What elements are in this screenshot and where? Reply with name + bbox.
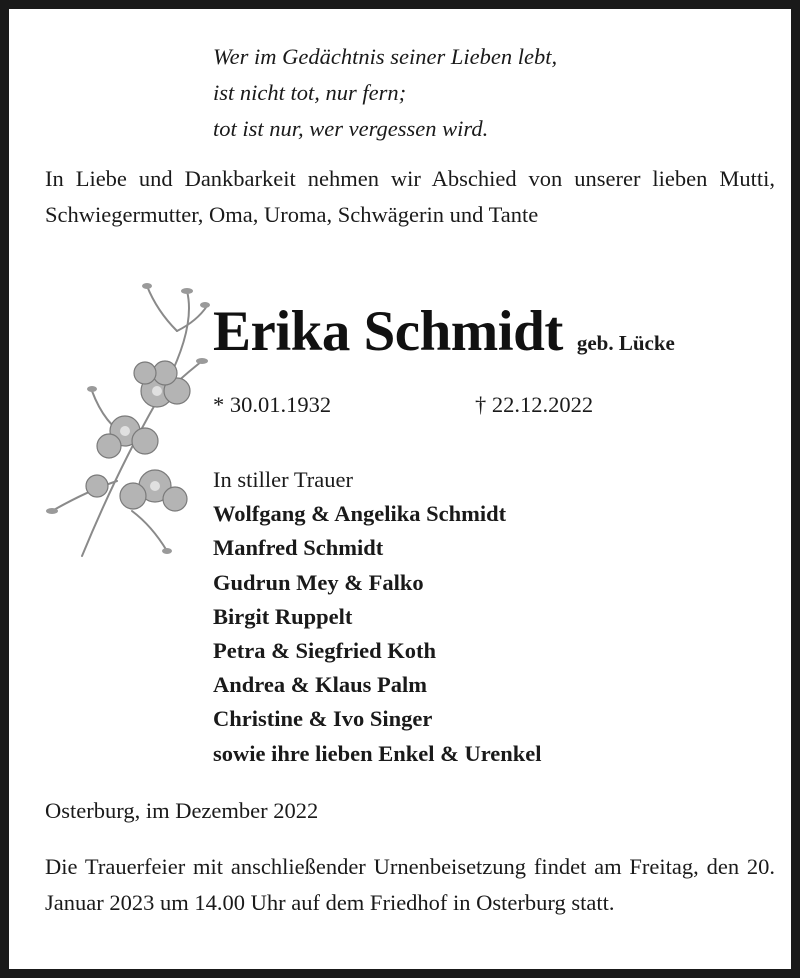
mourner-name: Manfred Schmidt	[213, 535, 384, 561]
birth-date: * 30.01.1932	[213, 392, 332, 417]
place-date: Osterburg, im Dezember 2022	[45, 798, 319, 823]
deceased-name: Erika Schmidt	[213, 300, 563, 363]
quote-line: ist nicht tot, nur fern;	[213, 80, 407, 105]
mourners-lead: In stiller Trauer	[213, 467, 353, 492]
deceased-heading	[213, 299, 675, 364]
maiden-name: geb. Lücke	[576, 331, 675, 355]
memorial-quote	[213, 39, 557, 147]
farewell-intro: In Liebe und Dankbarkeit nehmen wir Abschied von unserer lieben Mutti, Schwiegermutter, Oma, Uroma, Schwägerin und Tante	[45, 166, 775, 227]
mourner-name: Wolfgang & Angelika Schmidt	[213, 501, 507, 527]
funeral-announcement: Die Trauerfeier mit anschließender Urnenbeisetzung findet am Freitag, den 20. Januar 2023 um 14.00 Uhr auf dem Friedhof in Osterburg statt.	[45, 854, 775, 915]
death-date: † 22.12.2022	[475, 392, 594, 417]
mourner-name: Gudrun Mey & Falko	[213, 569, 424, 595]
mourner-name: Petra & Siegfried Koth	[213, 638, 437, 664]
mourner-name: Christine & Ivo Singer	[213, 706, 433, 732]
mourner-name: Andrea & Klaus Palm	[213, 672, 427, 698]
mourner-name: sowie ihre lieben Enkel & Urenkel	[213, 740, 542, 766]
mourners-block	[213, 463, 542, 771]
quote-line: tot ist nur, wer vergessen wird.	[213, 116, 489, 141]
quote-line: Wer im Gedächtnis seiner Lieben lebt,	[213, 44, 558, 69]
life-dates	[213, 387, 594, 423]
mourner-name: Birgit Ruppelt	[213, 603, 353, 629]
flower-spray-icon	[37, 271, 212, 561]
mourners-list	[213, 497, 542, 771]
